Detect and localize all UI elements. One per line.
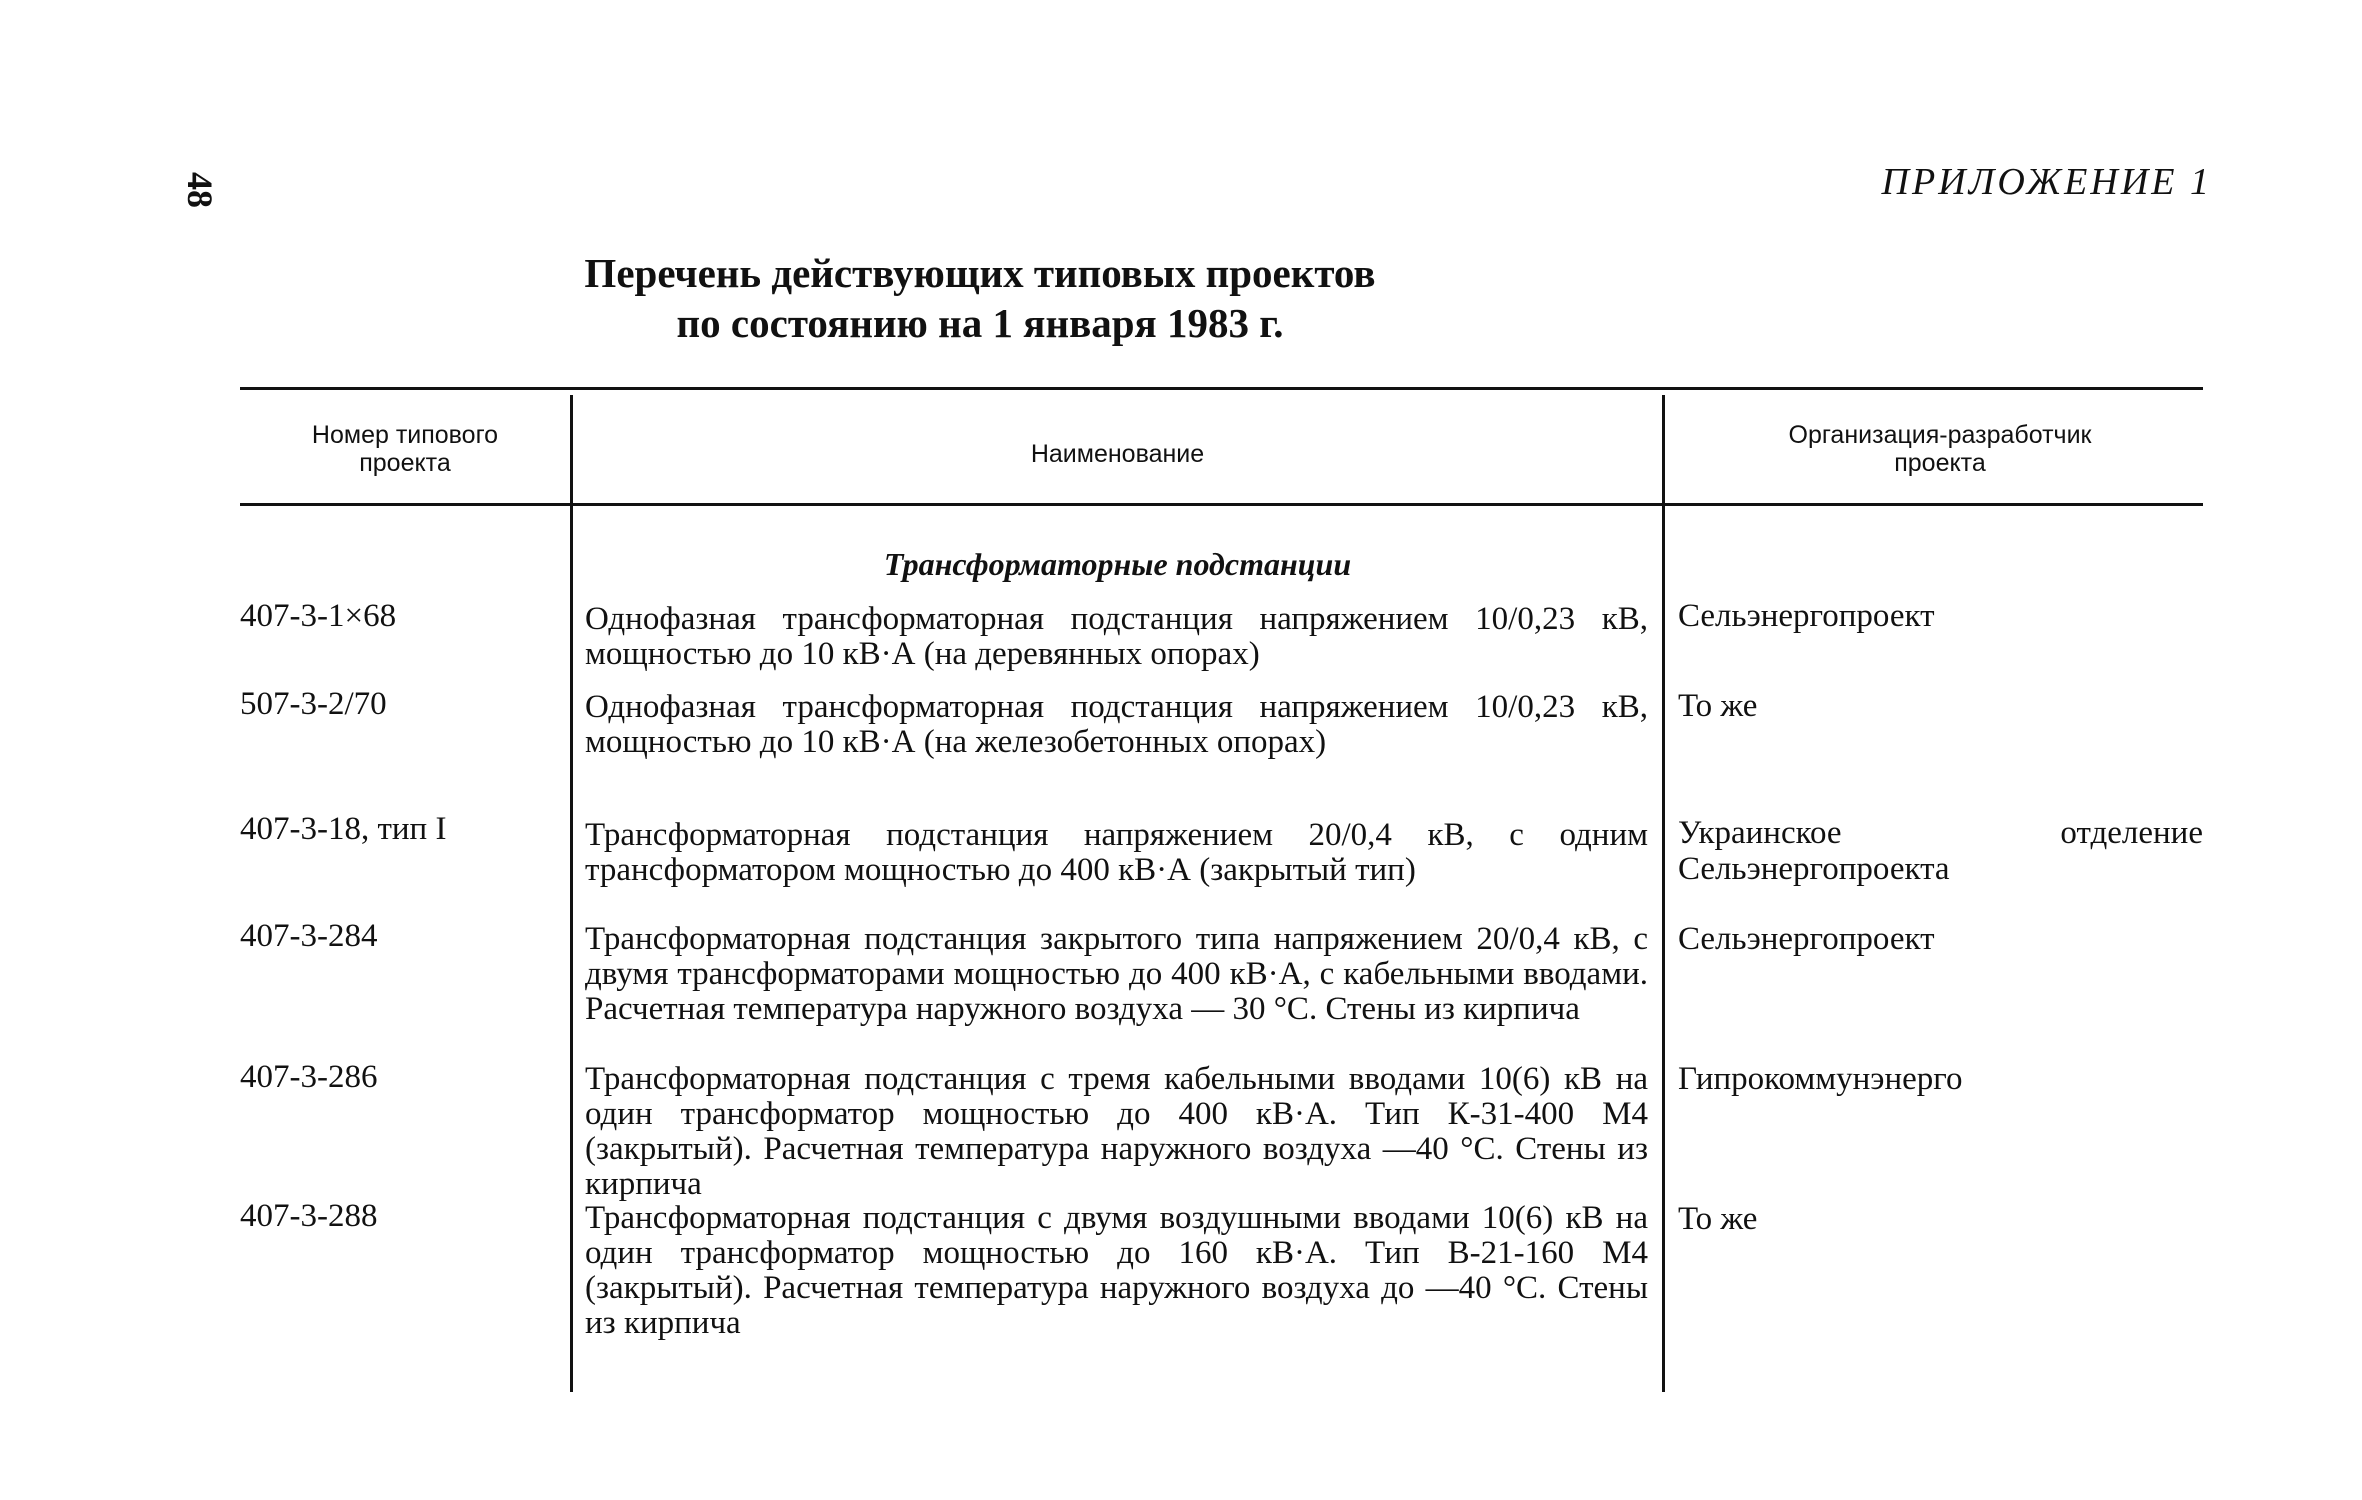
section-title: Трансформаторные подстанции [883, 546, 1352, 582]
table-row-code: 407-3-288 [240, 1198, 378, 1234]
table-row-code: 407-3-284 [240, 918, 378, 954]
table-top-rule [240, 387, 2203, 390]
table-row-name: Трансформаторная подстанция напряжением 20/0,4 кВ, с одним трансформатором мощностью до 400 кВ·А (закрытый тип) [585, 817, 1648, 888]
table-row-name: Трансформаторная подстанция с двумя воздушными вводами 10(6) кВ на один трансформатор мощностью до 160 кВ·А. Тип В-21-160 М4 (закрытый). Расчетная температура наружного воздуха до —40 °С. Стены из кирпича [585, 1200, 1648, 1341]
table-row-org: Гипрокоммунэнерго [1678, 1061, 1963, 1097]
table-row-code: 407-3-286 [240, 1059, 378, 1095]
table-row-code: 407-3-1×68 [240, 598, 397, 634]
table-row-name: Однофазная трансформаторная подстанция напряжением 10/0,23 кВ, мощностью до 10 кВ·А (на железобетонных опорах) [585, 689, 1648, 760]
header-organization: Организация-разработчик проекта [1788, 421, 2092, 477]
table-row-name: Трансформаторная подстанция закрытого типа напряжением 20/0,4 кВ, с двумя трансформаторами мощностью до 400 кВ·А, с кабельными вводами. Расчетная температура наружного воздуха — 30 °С. Стены из кирпича [585, 921, 1648, 1027]
column-divider-right [1662, 395, 1665, 1392]
table-row-org: Сельэнергопроект [1678, 598, 1935, 634]
column-divider-left [570, 395, 573, 1392]
table-row-code: 407-3-18, тип I [240, 811, 447, 847]
table-row-org: То же [1678, 1201, 1758, 1237]
table-row-org: То же [1678, 688, 1758, 724]
header-number: Номер типового проекта [311, 421, 499, 477]
title-line-2: по состоянию на 1 января 1983 г. [676, 300, 1284, 346]
table-row-code: 507-3-2/70 [240, 686, 387, 722]
appendix-label: ПРИЛОЖЕНИЕ 1 [1881, 161, 2212, 203]
table-row-name: Однофазная трансформаторная подстанция напряжением 10/0,23 кВ, мощностью до 10 кВ·А (на деревянных опорах) [585, 601, 1648, 672]
header-bottom-rule [240, 503, 2203, 506]
header-name: Наименование [1030, 440, 1205, 468]
table-row-org: Украинское отделение Сельэнергопроекта [1678, 815, 2203, 887]
title-line-1: Перечень действующих типовых проектов [584, 250, 1376, 296]
table-row-name: Трансформаторная подстанция с тремя кабельными вводами 10(6) кВ на один трансформатор мощностью до 400 кВ·А. Тип К-31-400 М4 (закрытый). Расчетная температура наружного воздуха —40 °С. Стены из кирпича [585, 1061, 1648, 1202]
page-number: 48 [180, 172, 220, 208]
page-title [0, 248, 1960, 348]
table-row-org: Сельэнергопроект [1678, 921, 1935, 957]
